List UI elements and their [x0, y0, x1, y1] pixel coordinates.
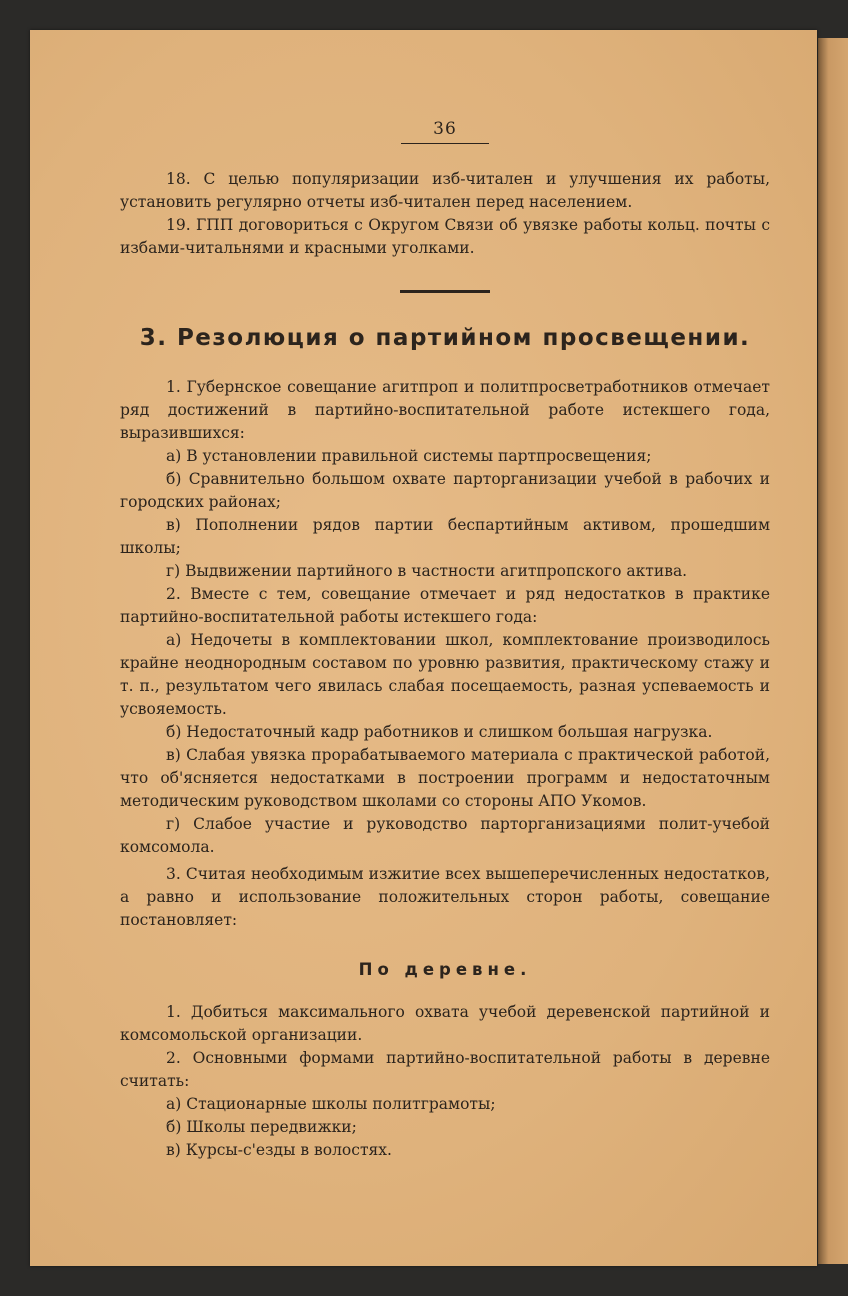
list-item: г) Выдвижении партийного в частности агитпропского актива. [166, 562, 688, 580]
paragraph-18: 18. С целью популяризации изб-читален и улучшения их работы, установить регулярно отчеты изб-читален перед населением. [120, 170, 770, 211]
village-paragraph-2: 2. Основными формами партийно-воспитательной работы в деревне считать: [120, 1049, 770, 1090]
village-paragraph-1: 1. Добиться максимального охвата учебой деревенской партийной и комсомольской организации. [120, 1003, 770, 1044]
section-title: 3. Резолюция о партийном просвещении. [139, 325, 751, 351]
list-item: а) В установлении правильной системы партпросвещения; [166, 447, 652, 465]
list-item: в) Слабая увязка прорабатываемого материала с практической работой, что об'ясняется недостатками в построении программ и недостаточным методическим руководством школами со стороны АПО Укомов. [120, 746, 770, 810]
list-item: б) Недостаточный кадр работников и слишком большая нагрузка. [166, 723, 713, 741]
list-item: а) Недочеты в комплектовании школ, комплектование производилось крайне неоднородным составом по уровню развития, практическому стажу и т. п., результатом чего явилась слабая посещаемость, разная успеваемость и усвояемость. [120, 631, 770, 718]
list-item: г) Слабое участие и руководство парторганизациями полит-учебой комсомола. [120, 815, 770, 856]
list-item: в) Курсы-с'езды в волостях. [166, 1141, 392, 1159]
section-paragraph-2: 2. Вместе с тем, совещание отмечает и ряд недостатков в практике партийно-воспитательной работы истекшего года: [120, 585, 770, 626]
page-number: 36 [120, 118, 770, 144]
list-item: б) Сравнительно большом охвате парторганизации учебой в рабочих и городских районах; [120, 470, 770, 511]
subheading: По деревне. [358, 960, 532, 979]
list-item: а) Стационарные школы политграмоты; [166, 1095, 496, 1113]
section-paragraph-3: 3. Считая необходимым изжитие всех вышеперечисленных недостатков, а равно и использование положительных сторон работы, совещание постановляет: [120, 865, 770, 929]
book-page-edge [818, 38, 848, 1264]
paragraph-19: 19. ГПП договориться с Округом Связи об увязке работы кольц. почты с избами-читальнями и красными уголками. [120, 216, 770, 257]
page-content [120, 118, 770, 1162]
list-item: б) Школы передвижки; [166, 1118, 357, 1136]
list-item: в) Пополнении рядов партии беспартийным активом, прошедшим школы; [120, 516, 770, 557]
section-paragraph-1: 1. Губернское совещание агитпроп и политпросветработников отмечает ряд достижений в партийно-воспитательной работе истекшего года, выразившихся: [120, 378, 770, 442]
section-divider [400, 290, 490, 293]
